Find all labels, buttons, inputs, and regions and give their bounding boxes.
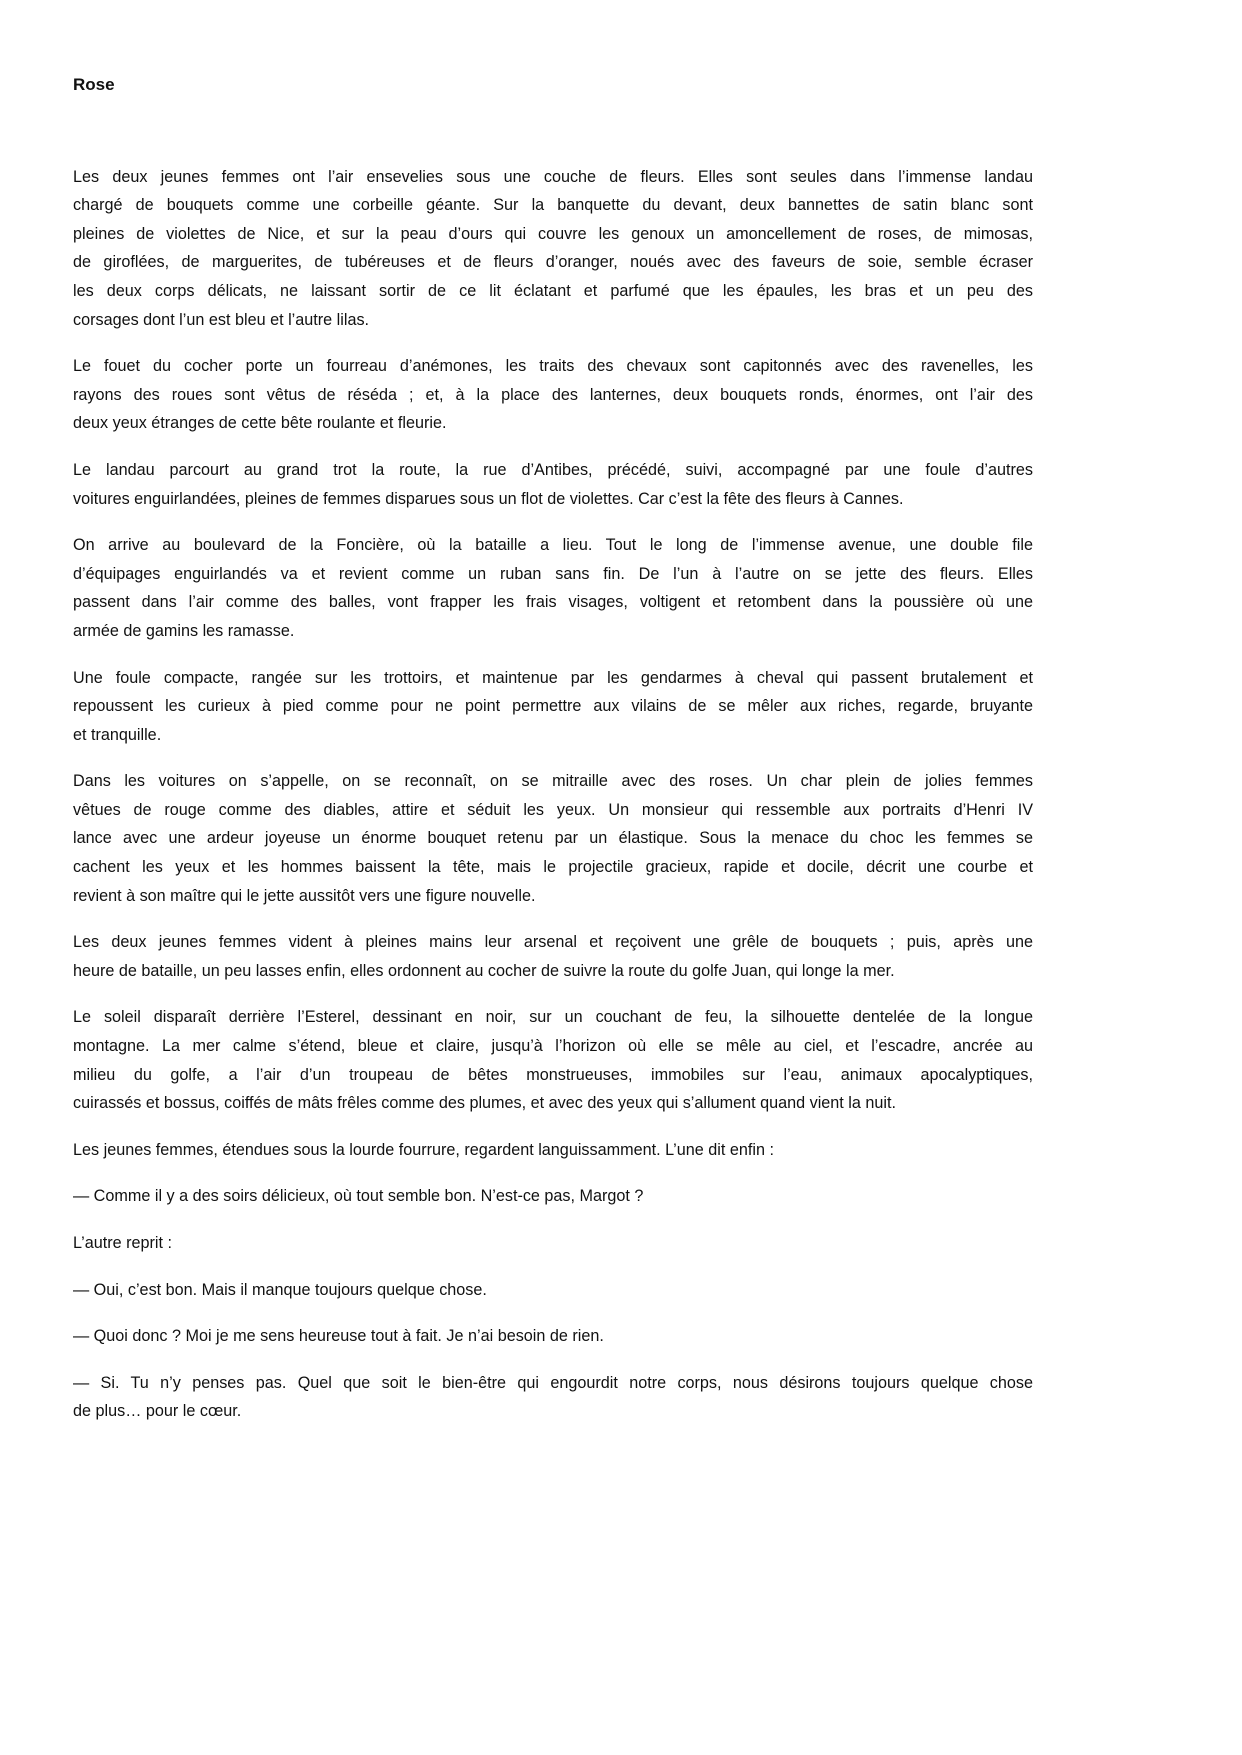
text-line: deux yeux étranges de cette bête roulante et fleurie. [73,414,447,433]
text-line: — Si. Tu n’y penses pas. Quel que soit le bien-être qui engourdit notre corps, nous désirons toujours quelque chose [73,1373,1033,1392]
paragraph [73,928,1033,985]
text-line: Dans les voitures on s’appelle, on se reconnaît, on se mitraille avec des roses. Un char plein de jolies femmes [73,772,1033,791]
text-line: — Quoi donc ? Moi je me sens heureuse tout à fait. Je n’ai besoin de rien. [73,1327,604,1346]
document-title: Rose [73,75,115,94]
text-line: rayons des roues sont vêtus de réséda ; et, à la place des lanternes, deux bouquets ronds, énormes, ont l’air des [73,385,1033,404]
text-line: On arrive au boulevard de la Foncière, où la bataille a lieu. Tout le long de l’immense avenue, une double file [73,536,1033,555]
text-line: Une foule compacte, rangée sur les trottoirs, et maintenue par les gendarmes à cheval qui passent brutalement et [73,668,1033,687]
paragraph [73,1229,1033,1258]
text-line: les deux corps délicats, ne laissant sortir de ce lit éclatant et parfumé que les épaules, les bras et un peu des [73,281,1033,300]
text-line: chargé de bouquets comme une corbeille géante. Sur la banquette du devant, deux bannettes de satin blanc sont [73,196,1033,215]
text-line: armée de gamins les ramasse. [73,621,295,640]
paragraph [73,1276,1033,1305]
text-line: Le fouet du cocher porte un fourreau d’anémones, les traits des chevaux sont capitonnés avec des ravenelles, les [73,357,1033,376]
paragraph [73,767,1033,910]
paragraph [73,664,1033,750]
text-line: revient à son maître qui le jette aussitôt vers une figure nouvelle. [73,886,536,905]
text-line: milieu du golfe, a l’air d’un troupeau de bêtes monstrueuses, immobiles sur l’eau, animaux apocalyptiques, [73,1065,1033,1084]
text-line: montagne. La mer calme s’étend, bleue et claire, jusqu’à l’horizon où elle se mêle au ciel, et l’escadre, ancrée au [73,1037,1033,1056]
text-line: vêtues de rouge comme des diables, attire et séduit les yeux. Un monsieur qui ressemble aux portraits d’Henri IV [73,800,1033,819]
text-line: Le soleil disparaît derrière l’Esterel, dessinant en noir, sur un couchant de feu, la silhouette dentelée de la longue [73,1008,1033,1027]
text-line: repoussent les curieux à pied comme pour ne point permettre aux vilains de se mêler aux riches, regarde, bruyante [73,697,1033,716]
text-line: lance avec une ardeur joyeuse un énorme bouquet retenu par un élastique. Sous la menace du choc les femmes se [73,829,1033,848]
text-line: Le landau parcourt au grand trot la route, la rue d’Antibes, précédé, suivi, accompagné par une foule d’autres [73,460,1033,479]
text-line: et tranquille. [73,725,162,744]
paragraph [73,1369,1033,1426]
text-line: cuirassés et bossus, coiffés de mâts frêles comme des plumes, et avec des yeux qui s’allument quand vient la nuit. [73,1094,896,1113]
text-line: voitures enguirlandées, pleines de femmes disparues sous un flot de violettes. Car c’est la fête des fleurs à Cannes. [73,489,904,508]
paragraph [73,1322,1033,1351]
text-line: corsages dont l’un est bleu et l’autre lilas. [73,310,370,329]
paragraph [73,1003,1033,1117]
text-line: Les deux jeunes femmes ont l’air ensevelies sous une couche de fleurs. Elles sont seules dans l’immense landau [73,167,1033,186]
paragraph [73,456,1033,513]
text-line: — Comme il y a des soirs délicieux, où tout semble bon. N’est-ce pas, Margot ? [73,1187,644,1206]
text-line: de plus… pour le cœur. [73,1402,242,1421]
text-line: Les deux jeunes femmes vident à pleines mains leur arsenal et reçoivent une grêle de bouquets ; puis, après une [73,933,1033,952]
text-line: de giroflées, de marguerites, de tubéreuses et de fleurs d’oranger, noués avec des faveurs de soie, semble écraser [73,253,1033,272]
text-line: d’équipages enguirlandés va et revient comme un ruban sans fin. De l’un à l’autre on se jette des fleurs. Elles [73,564,1033,583]
paragraph [73,531,1033,645]
paragraph [73,163,1033,335]
document-body [73,163,1033,1426]
text-line: heure de bataille, un peu lasses enfin, elles ordonnent au cocher de suivre la route du golfe Juan, qui longe la mer. [73,961,895,980]
text-line: pleines de violettes de Nice, et sur la peau d’ours qui couvre les genoux un amoncellement de roses, de mimosas, [73,224,1033,243]
paragraph [73,1136,1033,1165]
text-line: cachent les yeux et les hommes baissent la tête, mais le projectile gracieux, rapide et docile, décrit une courbe et [73,858,1033,877]
text-line: passent dans l’air comme des balles, vont frapper les frais visages, voltigent et retombent dans la poussière où une [73,593,1033,612]
text-line: Les jeunes femmes, étendues sous la lourde fourrure, regardent languissamment. L’une dit enfin : [73,1140,774,1159]
text-line: L’autre reprit : [73,1234,172,1252]
paragraph [73,352,1033,438]
document-page [73,71,1033,1444]
text-line: — Oui, c’est bon. Mais il manque toujours quelque chose. [73,1280,487,1299]
paragraph [73,1182,1033,1211]
